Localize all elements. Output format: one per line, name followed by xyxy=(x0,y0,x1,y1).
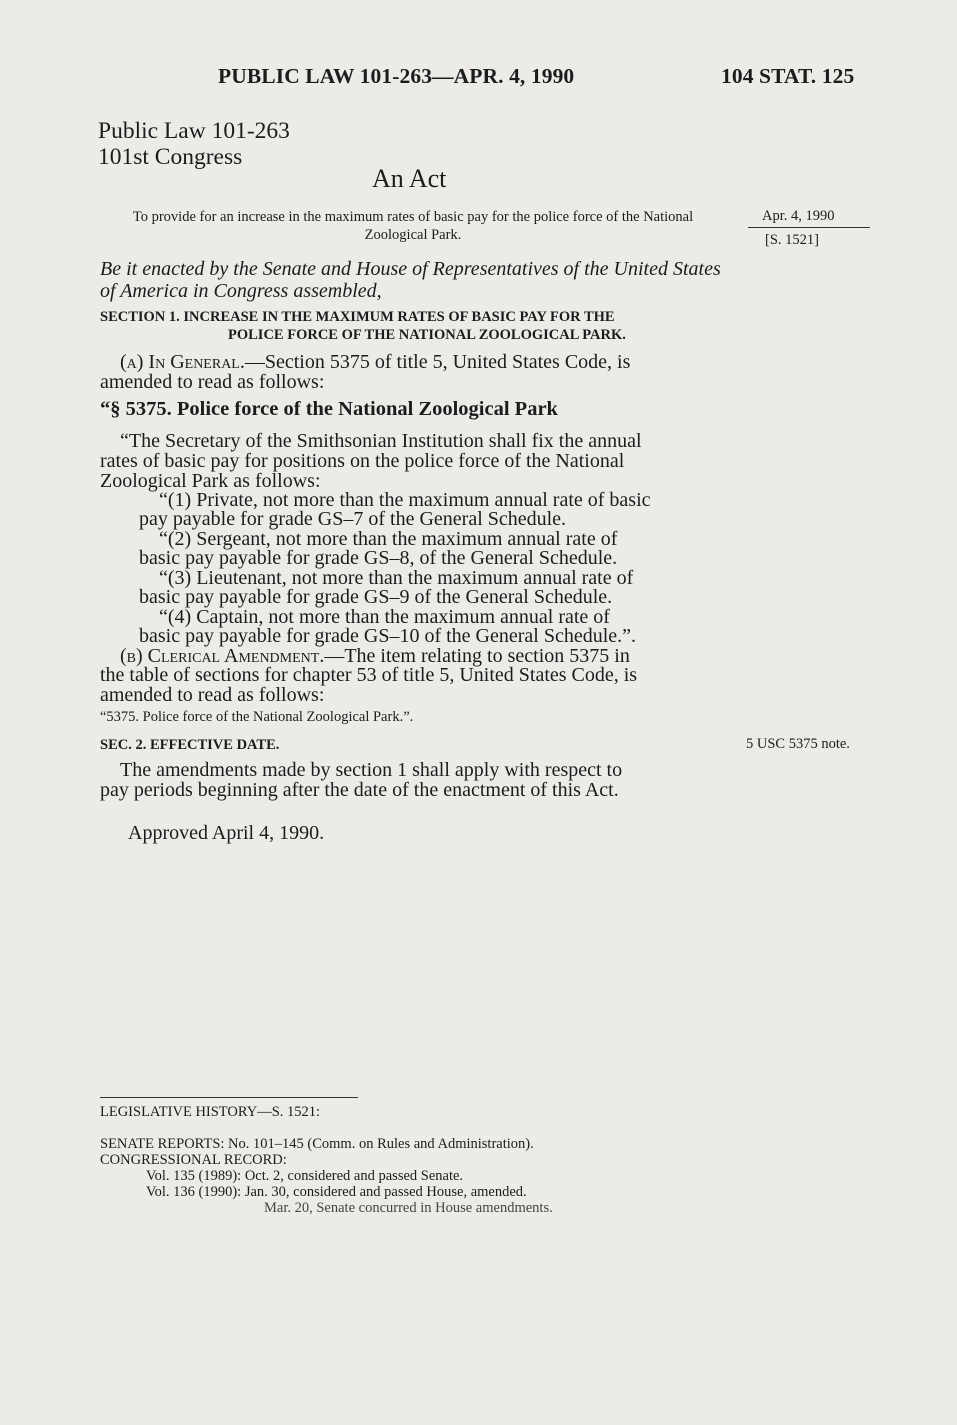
margin-bill-number: [S. 1521] xyxy=(765,232,819,248)
quoted-section-heading xyxy=(100,398,558,421)
item-2-line-2: basic pay payable for grade GS–8, of the General Schedule. xyxy=(139,547,618,569)
section-2-heading: SEC. 2. EFFECTIVE DATE. xyxy=(100,737,280,753)
intro-line-1: “The Secretary of the Smithsonian Institution shall fix the annual xyxy=(120,430,642,452)
record-vol-135: Vol. 135 (1989): Oct. 2, considered and passed Senate. xyxy=(146,1168,464,1184)
item-3-line-2: basic pay payable for grade GS–9 of the General Schedule. xyxy=(139,586,613,608)
section-2-line-2: pay periods beginning after the date of the enactment of this Act. xyxy=(100,779,619,801)
subsection-a-line-2: amended to read as follows: xyxy=(100,371,325,393)
margin-date: Apr. 4, 1990 xyxy=(762,208,835,224)
item-2-line-1: “(2) Sergeant, not more than the maximum annual rate of xyxy=(159,528,618,550)
congress: 101st Congress xyxy=(98,144,243,170)
item-4-line-2: basic pay payable for grade GS–10 of the General Schedule.”. xyxy=(139,625,637,647)
congressional-record-label: CONGRESSIONAL RECORD: xyxy=(100,1152,287,1168)
quoted-section-title: Police force of the National Zoological Park xyxy=(176,398,558,420)
law-number: Public Law 101-263 xyxy=(98,118,290,144)
senate-reports: SENATE REPORTS: No. 101–145 (Comm. on Rules and Administration). xyxy=(100,1136,534,1152)
margin-usc-note: 5 USC 5375 note. xyxy=(746,736,850,752)
margin-rule xyxy=(748,227,870,228)
subsection-a-text: —Section 5375 of title 5, United States Code, is xyxy=(244,351,631,373)
title-block xyxy=(98,118,290,170)
stat-page-number: 104 STAT. 125 xyxy=(721,64,855,88)
approved-date: Approved April 4, 1990. xyxy=(128,822,325,844)
subsection-b-text: —The item relating to section 5375 in xyxy=(324,645,630,667)
record-mar-20: Mar. 20, Senate concurred in House amendments. xyxy=(264,1200,553,1216)
subsection-b-label: (b) Clerical Amendment. xyxy=(120,645,325,667)
purpose-clause: To provide for an increase in the maximum rates of basic pay for the police force of the National Zoological Park. xyxy=(132,209,694,243)
item-3-line-1: “(3) Lieutenant, not more than the maximum annual rate of xyxy=(159,567,634,589)
table-of-sections-entry: “5375. Police force of the National Zoological Park.”. xyxy=(100,709,414,725)
item-4-line-1: “(4) Captain, not more than the maximum annual rate of xyxy=(159,606,610,628)
legislative-history-rule xyxy=(100,1097,358,1098)
an-act-heading: An Act xyxy=(372,164,447,193)
subsection-b-line-3: amended to read as follows: xyxy=(100,684,325,706)
item-1-line-2: pay payable for grade GS–7 of the General Schedule. xyxy=(139,508,567,530)
enacting-clause: Be it enacted by the Senate and House of Representatives of the United States of America in Congress assembled, xyxy=(100,258,721,302)
item-1-line-1: “(1) Private, not more than the maximum annual rate of basic xyxy=(159,489,651,511)
intro-line-2: rates of basic pay for positions on the police force of the National xyxy=(100,450,625,472)
record-vol-136: Vol. 136 (1990): Jan. 30, considered and passed House, amended. xyxy=(146,1184,527,1200)
quoted-section-number: “§ 5375. xyxy=(100,398,172,420)
subsection-a-line-1 xyxy=(120,352,630,373)
subsection-a-label: (a) In General. xyxy=(120,351,245,373)
section-2-line-1: The amendments made by section 1 shall apply with respect to xyxy=(120,759,623,781)
section-1-heading-line-2: POLICE FORCE OF THE NATIONAL ZOOLOGICAL PARK. xyxy=(228,327,626,343)
intro-line-3: Zoological Park as follows: xyxy=(100,470,321,492)
section-1-heading-line-1: SECTION 1. INCREASE IN THE MAXIMUM RATES OF BASIC PAY FOR THE xyxy=(100,309,615,325)
running-title: PUBLIC LAW 101-263—APR. 4, 1990 xyxy=(218,64,575,88)
legislative-history-title: LEGISLATIVE HISTORY—S. 1521: xyxy=(100,1104,321,1120)
subsection-b-line-2: the table of sections for chapter 53 of title 5, United States Code, is xyxy=(100,664,638,686)
